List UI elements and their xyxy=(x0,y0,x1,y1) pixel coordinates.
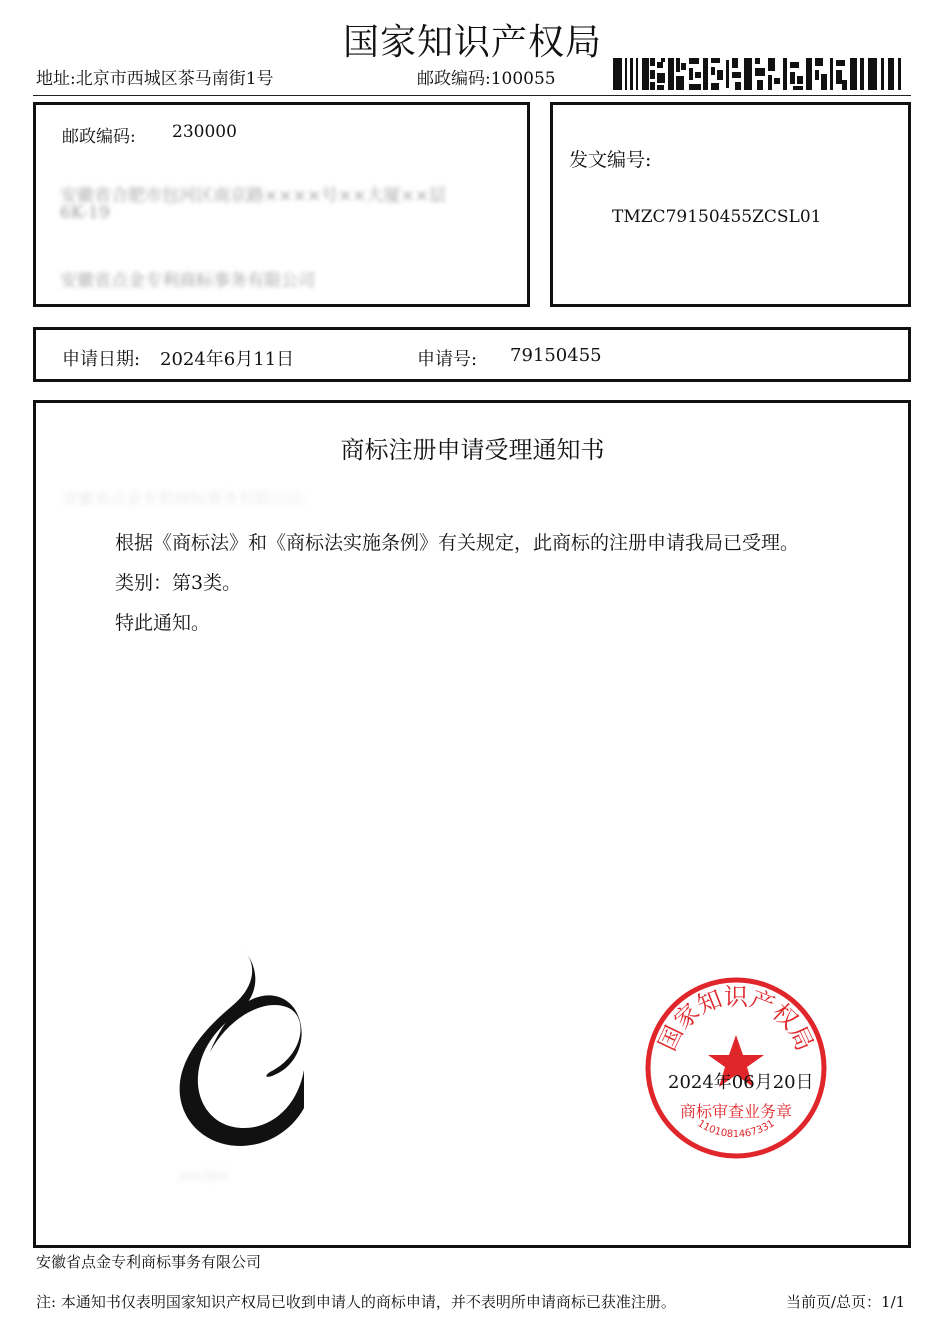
office-postcode: 邮政编码:100055 xyxy=(417,69,556,89)
seal-code-text: 1101081467331 xyxy=(695,1118,777,1141)
recipient-address-line1: 安徽省合肥市包河区南京路××××号××大厦××层 xyxy=(60,186,446,206)
recipient-postcode-label: 邮政编码: xyxy=(62,127,136,147)
seal-org-text: 国家知识产权局 xyxy=(653,983,819,1056)
doc-number-box xyxy=(550,102,911,307)
notice-addressee: 安徽省点金专利商标事务有限公司: xyxy=(62,489,308,508)
notice-title: 商标注册申请受理通知书 xyxy=(340,436,605,464)
doc-number-value: TMZC79150455ZCSL01 xyxy=(612,207,822,227)
notice-date-stamp: 2024年06月20日 xyxy=(668,1072,814,1093)
document-title: 国家知识产权局 xyxy=(342,22,602,63)
office-address: 地址:北京市西城区茶马南街1号 xyxy=(36,69,274,89)
trademark-logo-caption: 商标图样 xyxy=(178,1170,231,1185)
recipient-address-line2: 6K-19 xyxy=(60,203,110,223)
header-rule xyxy=(33,95,911,96)
svg-text:1101081467331 xyxy=(695,1118,776,1140)
footer-agency: 安徽省点金专利商标事务有限公司 xyxy=(36,1253,262,1271)
application-number-label: 申请号: xyxy=(417,349,478,370)
notice-closing: 特此通知。 xyxy=(115,612,211,634)
seal-dept-text: 商标审查业务章 xyxy=(679,1102,793,1121)
recipient-postcode-value: 230000 xyxy=(172,122,237,142)
trademark-logo-image xyxy=(170,948,310,1158)
application-date-label: 申请日期: xyxy=(62,349,141,370)
recipient-name: 安徽省点金专利商标事务有限公司 xyxy=(60,271,315,291)
notice-paragraph-1: 根据《商标法》和《商标法实施条例》有关规定，此商标的注册申请我局已受理。 xyxy=(115,532,800,554)
notice-category: 类别：第3类。 xyxy=(115,572,242,594)
doc-number-label: 发文编号: xyxy=(569,149,652,171)
application-number-value: 79150455 xyxy=(510,345,602,366)
footer-note: 注: 本通知书仅表明国家知识产权局已收到申请人的商标申请，并不表明所申请商标已获准注册。 xyxy=(36,1293,676,1311)
application-date-value: 2024年6月11日 xyxy=(160,349,295,370)
footer-page-indicator: 当前页/总页：1/1 xyxy=(786,1293,906,1311)
barcode-image xyxy=(613,58,905,90)
